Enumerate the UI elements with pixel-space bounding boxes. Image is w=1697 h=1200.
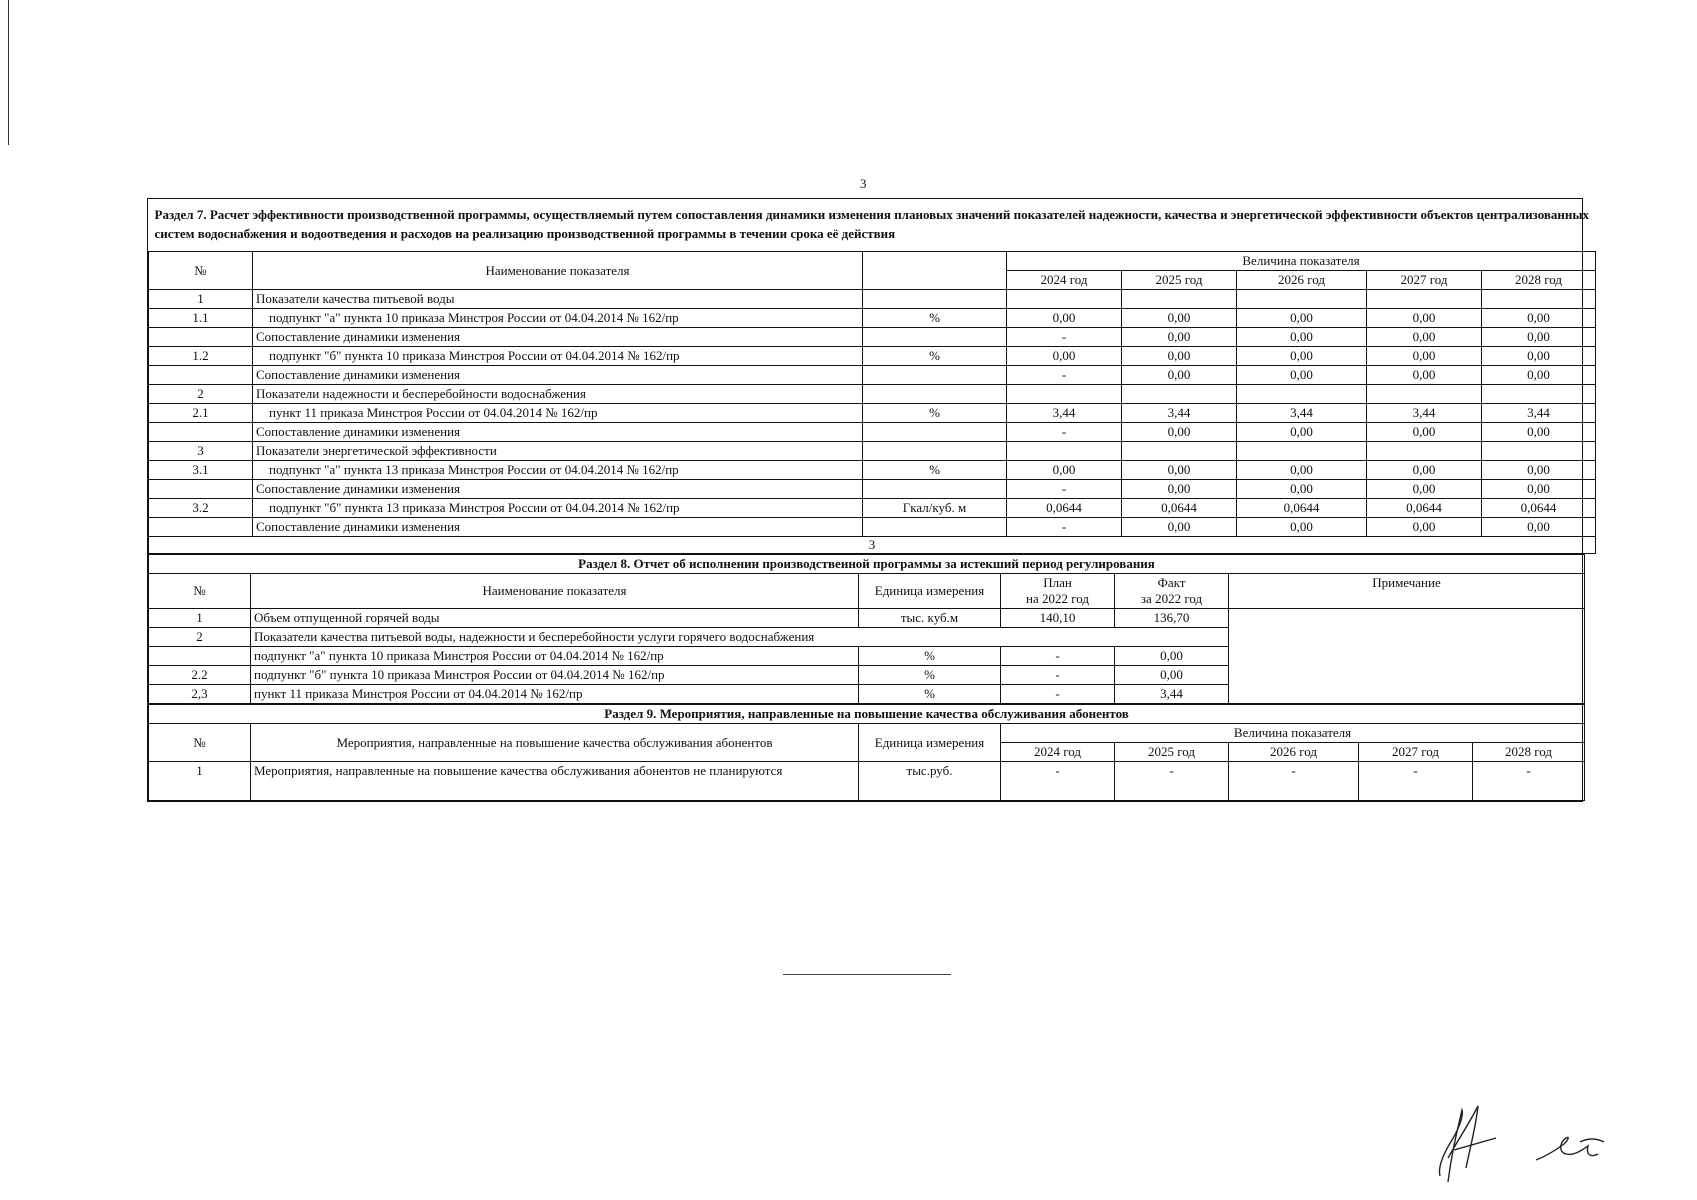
row-value: 0,00 xyxy=(1482,480,1596,499)
table-row xyxy=(149,480,1596,499)
row-value: 0,00 xyxy=(1007,461,1122,480)
row-name: Сопоставление динамики изменения xyxy=(253,480,863,499)
row-number: 1 xyxy=(149,762,251,801)
row-value xyxy=(1482,290,1596,309)
footer-rule xyxy=(783,974,951,975)
row-value: 0,00 xyxy=(1122,480,1237,499)
row-name: подпункт "б" пункта 10 приказа Минстроя России от 04.04.2014 № 162/пр xyxy=(251,666,859,685)
col-header-unit: Единица измерения xyxy=(859,724,1001,762)
row-unit: тыс.руб. xyxy=(859,762,1001,801)
col-header-name: Наименование показателя xyxy=(251,574,859,609)
row-value xyxy=(1367,290,1482,309)
row-number: 2.1 xyxy=(149,404,253,423)
row-unit xyxy=(863,423,1007,442)
row-value: - xyxy=(1001,762,1115,801)
row-value: 0,00 xyxy=(1237,309,1367,328)
col-header-no: № xyxy=(149,252,253,290)
col-header-fact xyxy=(1115,574,1229,609)
row-fact: 0,00 xyxy=(1115,666,1229,685)
row-unit xyxy=(863,328,1007,347)
row-number: 3 xyxy=(149,442,253,461)
row-number: 1.1 xyxy=(149,309,253,328)
row-name: Сопоставление динамики изменения xyxy=(253,366,863,385)
row-name: Мероприятия, направленные на повышение качества обслуживания абонентов не планируются xyxy=(251,762,859,801)
row-unit xyxy=(863,480,1007,499)
plan-label-1: План xyxy=(1043,575,1072,590)
row-value: 3,44 xyxy=(1007,404,1122,423)
row-value: 0,00 xyxy=(1007,347,1122,366)
row-name: подпункт "а" пункта 10 приказа Минстроя России от 04.04.2014 № 162/пр xyxy=(253,309,863,328)
row-unit: тыс. куб.м xyxy=(859,609,1001,628)
col-header-year: 2025 год xyxy=(1115,743,1229,762)
row-number xyxy=(149,480,253,499)
row-name: Показатели качества питьевой воды, надежности и бесперебойности услуги горячего водоснабжения xyxy=(251,628,1229,647)
section7-title: Раздел 7. Расчет эффективности производственной программы, осуществляемый путем сопоставления динамики изменения плановых значений показателей надежности, качества и энергетической эффективности объектов централизованных систем водоснабжения и водоотведения и расходов на реализацию производственной программы в течении срока её действия xyxy=(149,199,1596,252)
row-number: 2,3 xyxy=(149,685,251,704)
row-value: 0,00 xyxy=(1482,309,1596,328)
row-value: 0,00 xyxy=(1122,461,1237,480)
row-unit: % xyxy=(859,647,1001,666)
row-plan: 140,10 xyxy=(1001,609,1115,628)
scan-edge-line xyxy=(8,0,9,145)
row-value: 0,00 xyxy=(1482,423,1596,442)
row-value: 0,00 xyxy=(1482,366,1596,385)
col-header-year: 2024 год xyxy=(1001,743,1115,762)
row-number: 2 xyxy=(149,385,253,404)
col-header-year: 2028 год xyxy=(1482,271,1596,290)
row-number: 2.2 xyxy=(149,666,251,685)
row-value: 0,00 xyxy=(1122,518,1237,537)
document-table-frame xyxy=(147,198,1590,802)
row-value: 0,00 xyxy=(1237,423,1367,442)
row-value xyxy=(1237,442,1367,461)
table-row xyxy=(149,404,1596,423)
row-value: 0,00 xyxy=(1367,347,1482,366)
row-value xyxy=(1482,385,1596,404)
row-name: Объем отпущенной горячей воды xyxy=(251,609,859,628)
row-value: 0,00 xyxy=(1122,309,1237,328)
row-value: 0,00 xyxy=(1367,423,1482,442)
row-value xyxy=(1007,442,1122,461)
row-value xyxy=(1122,385,1237,404)
col-header-year: 2024 год xyxy=(1007,271,1122,290)
col-header-value: Величина показателя xyxy=(1001,724,1585,743)
row-value xyxy=(1237,290,1367,309)
row-name: пункт 11 приказа Минстроя России от 04.04.2014 № 162/пр xyxy=(253,404,863,423)
table-row xyxy=(149,366,1596,385)
row-plan: - xyxy=(1001,666,1115,685)
handwritten-signature xyxy=(1418,1098,1648,1188)
row-value: - xyxy=(1007,328,1122,347)
row-unit xyxy=(863,290,1007,309)
table-row xyxy=(149,762,1585,801)
row-value: 0,00 xyxy=(1122,347,1237,366)
row-value: 0,00 xyxy=(1237,328,1367,347)
row-fact: 136,70 xyxy=(1115,609,1229,628)
row-value: 0,00 xyxy=(1237,480,1367,499)
row-number xyxy=(149,366,253,385)
row-value xyxy=(1237,385,1367,404)
row-value: 0,00 xyxy=(1122,366,1237,385)
row-value: 3,44 xyxy=(1237,404,1367,423)
row-fact: 3,44 xyxy=(1115,685,1229,704)
row-number xyxy=(149,423,253,442)
table-row xyxy=(149,309,1596,328)
row-value: 3,44 xyxy=(1482,404,1596,423)
table-row xyxy=(149,347,1596,366)
row-value: 0,00 xyxy=(1122,328,1237,347)
col-header-unit xyxy=(863,252,1007,290)
row-name: Сопоставление динамики изменения xyxy=(253,423,863,442)
col-header-year: 2027 год xyxy=(1359,743,1473,762)
row-value: - xyxy=(1007,518,1122,537)
row-value: 0,00 xyxy=(1237,347,1367,366)
row-value: 0,00 xyxy=(1237,518,1367,537)
row-value: 0,0644 xyxy=(1482,499,1596,518)
fact-label-2: за 2022 год xyxy=(1140,591,1203,606)
row-name: подпункт "а" пункта 10 приказа Минстроя России от 04.04.2014 № 162/пр xyxy=(251,647,859,666)
row-number: 1.2 xyxy=(149,347,253,366)
row-number xyxy=(149,328,253,347)
row-value xyxy=(1367,385,1482,404)
row-unit: % xyxy=(863,461,1007,480)
page-number: 3 xyxy=(860,176,867,191)
row-unit xyxy=(863,385,1007,404)
section7-footer-number: 3 xyxy=(149,537,1596,554)
row-unit: Гкал/куб. м xyxy=(863,499,1007,518)
row-number: 2 xyxy=(149,628,251,647)
row-unit: % xyxy=(859,685,1001,704)
row-value: 0,00 xyxy=(1367,328,1482,347)
row-value: 0,00 xyxy=(1482,518,1596,537)
row-name: Сопоставление динамики изменения xyxy=(253,328,863,347)
row-value: 0,00 xyxy=(1237,461,1367,480)
row-number xyxy=(149,647,251,666)
section9-title: Раздел 9. Мероприятия, направленные на повышение качества обслуживания абонентов xyxy=(149,705,1585,724)
row-value: 0,00 xyxy=(1482,328,1596,347)
row-number: 1 xyxy=(149,290,253,309)
col-header-year: 2028 год xyxy=(1473,743,1585,762)
row-unit xyxy=(863,442,1007,461)
section7-table xyxy=(148,199,1596,554)
row-value: 0,00 xyxy=(1237,366,1367,385)
row-value: 0,0644 xyxy=(1122,499,1237,518)
row-value xyxy=(1007,290,1122,309)
row-value: - xyxy=(1229,762,1359,801)
row-value: 0,00 xyxy=(1367,518,1482,537)
row-name: Показатели энергетической эффективности xyxy=(253,442,863,461)
row-number: 3.1 xyxy=(149,461,253,480)
row-number: 1 xyxy=(149,609,251,628)
row-value: 0,00 xyxy=(1482,461,1596,480)
table-row xyxy=(149,442,1596,461)
table-row xyxy=(149,461,1596,480)
section8-title: Раздел 8. Отчет об исполнении производственной программы за истекший период регулирования xyxy=(149,555,1585,574)
row-value: 0,00 xyxy=(1367,461,1482,480)
col-header-year: 2026 год xyxy=(1229,743,1359,762)
table-row xyxy=(149,518,1596,537)
row-value: 0,00 xyxy=(1367,309,1482,328)
row-plan: - xyxy=(1001,647,1115,666)
row-name: подпункт "б" пункта 13 приказа Минстроя России от 04.04.2014 № 162/пр xyxy=(253,499,863,518)
table-row xyxy=(149,423,1596,442)
row-value: - xyxy=(1473,762,1585,801)
col-header-value: Величина показателя xyxy=(1007,252,1596,271)
row-value: 0,0644 xyxy=(1237,499,1367,518)
table-row xyxy=(149,499,1596,518)
table-row xyxy=(149,328,1596,347)
row-value: 0,0644 xyxy=(1007,499,1122,518)
row-value xyxy=(1007,385,1122,404)
col-header-year: 2027 год xyxy=(1367,271,1482,290)
row-unit: % xyxy=(863,404,1007,423)
col-header-plan xyxy=(1001,574,1115,609)
row-value: 0,00 xyxy=(1122,423,1237,442)
row-name: подпункт "а" пункта 13 приказа Минстроя России от 04.04.2014 № 162/пр xyxy=(253,461,863,480)
col-header-year: 2025 год xyxy=(1122,271,1237,290)
col-header-year: 2026 год xyxy=(1237,271,1367,290)
row-value xyxy=(1122,290,1237,309)
row-value: - xyxy=(1115,762,1229,801)
row-unit: % xyxy=(863,309,1007,328)
row-value: 3,44 xyxy=(1122,404,1237,423)
row-value: - xyxy=(1007,480,1122,499)
row-value: 0,00 xyxy=(1482,347,1596,366)
col-header-no: № xyxy=(149,724,251,762)
row-value: 3,44 xyxy=(1367,404,1482,423)
row-number xyxy=(149,518,253,537)
table-row xyxy=(149,290,1596,309)
row-note xyxy=(1229,609,1585,704)
table-row xyxy=(149,385,1596,404)
row-name: Показатели надежности и бесперебойности водоснабжения xyxy=(253,385,863,404)
row-value: 0,00 xyxy=(1367,366,1482,385)
row-name: пункт 11 приказа Минстроя России от 04.04.2014 № 162/пр xyxy=(251,685,859,704)
plan-label-2: на 2022 год xyxy=(1026,591,1089,606)
row-name: подпункт "б" пункта 10 приказа Минстроя России от 04.04.2014 № 162/пр xyxy=(253,347,863,366)
col-header-name: Мероприятия, направленные на повышение качества обслуживания абонентов xyxy=(251,724,859,762)
section9-table xyxy=(148,704,1585,801)
row-fact: 0,00 xyxy=(1115,647,1229,666)
row-value xyxy=(1367,442,1482,461)
col-header-no: № xyxy=(149,574,251,609)
row-value: - xyxy=(1007,423,1122,442)
row-unit xyxy=(863,518,1007,537)
row-plan: - xyxy=(1001,685,1115,704)
row-name: Показатели качества питьевой воды xyxy=(253,290,863,309)
row-value: 0,0644 xyxy=(1367,499,1482,518)
row-value: - xyxy=(1359,762,1473,801)
table-row xyxy=(149,609,1585,628)
col-header-note: Примечание xyxy=(1229,574,1585,609)
row-unit xyxy=(863,366,1007,385)
row-value xyxy=(1482,442,1596,461)
row-value: 0,00 xyxy=(1367,480,1482,499)
section8-table xyxy=(148,554,1585,704)
row-value: - xyxy=(1007,366,1122,385)
row-number: 3.2 xyxy=(149,499,253,518)
row-value: 0,00 xyxy=(1007,309,1122,328)
row-unit: % xyxy=(863,347,1007,366)
col-header-name: Наименование показателя xyxy=(253,252,863,290)
col-header-unit: Единица измерения xyxy=(859,574,1001,609)
row-value xyxy=(1122,442,1237,461)
row-unit: % xyxy=(859,666,1001,685)
row-name: Сопоставление динамики изменения xyxy=(253,518,863,537)
fact-label-1: Факт xyxy=(1157,575,1186,590)
